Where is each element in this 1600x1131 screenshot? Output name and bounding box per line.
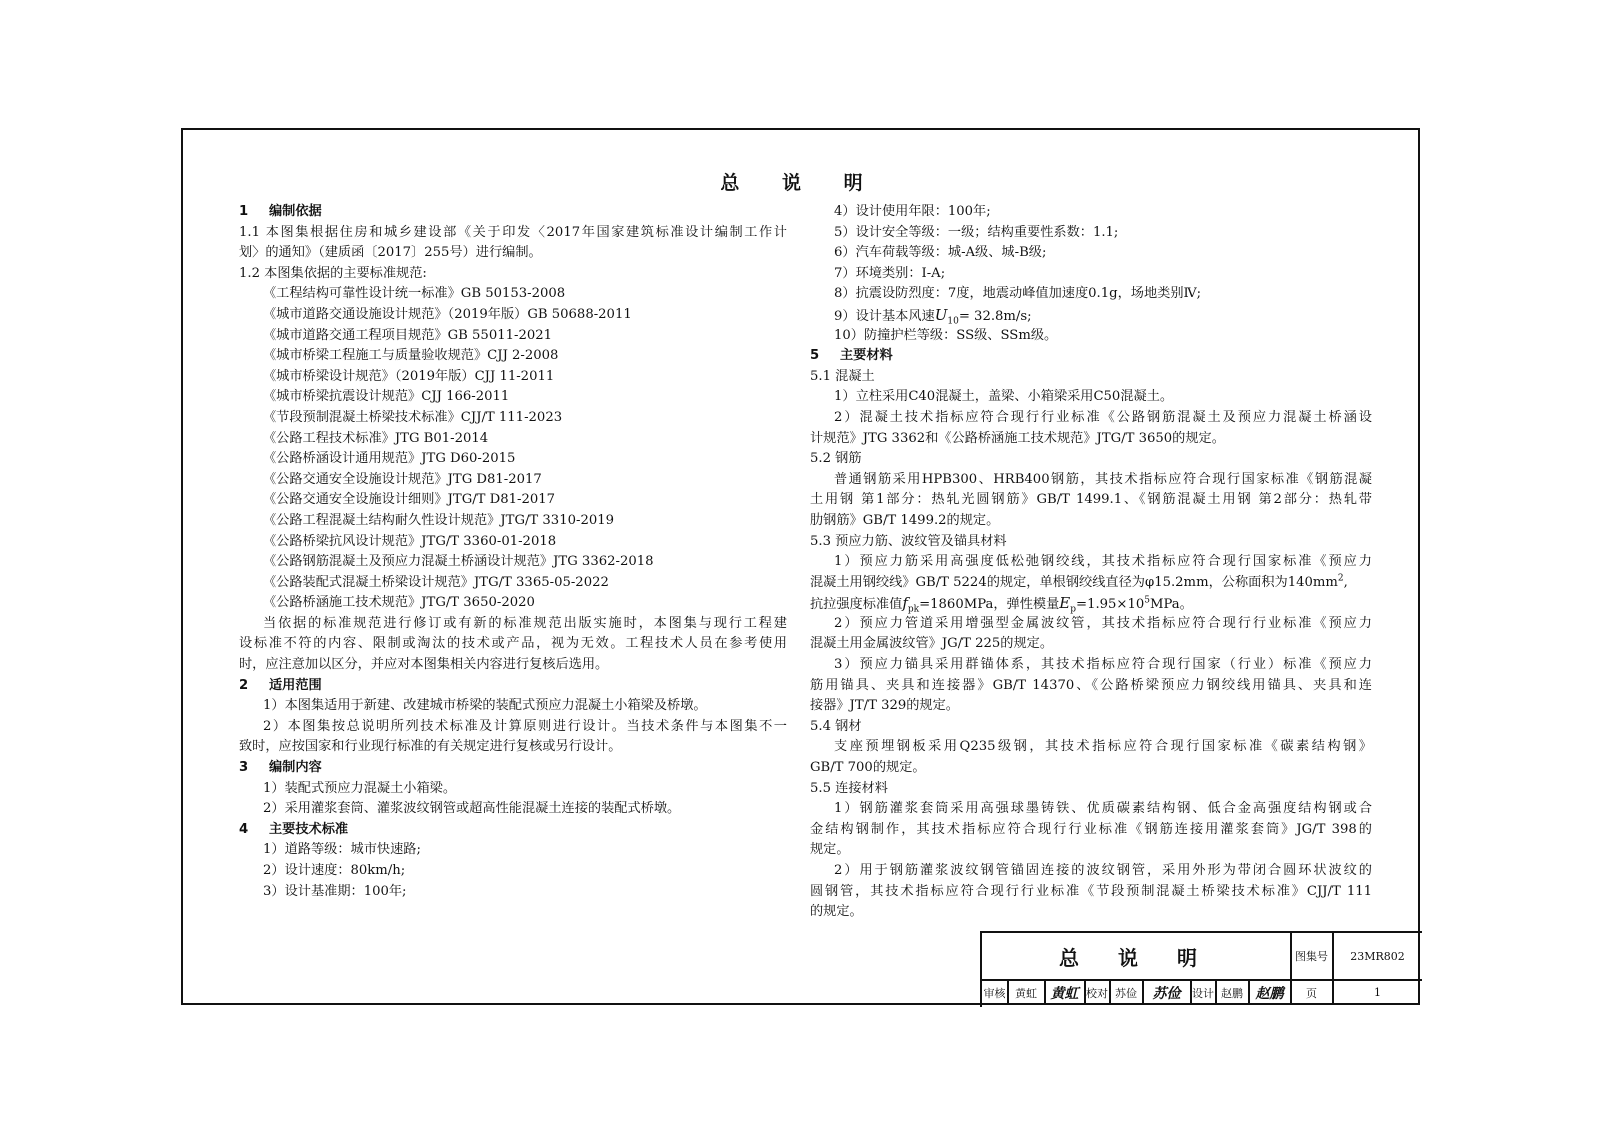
text-run: , [1343, 574, 1348, 590]
drawing-sheet [181, 128, 1420, 1005]
subsection-heading: 5.5 连接材料 [810, 780, 888, 796]
text-run: 混凝土用钢绞线》GB/T 5224的规定，单根钢绞线直径为φ15.2mm，公称面积为140mm [810, 574, 1338, 590]
paragraph-line: 8）抗震设防烈度：7度，地震动峰值加速度0.1g，场地类别Ⅳ; [834, 286, 1202, 302]
paragraph-line: 筋用锚具、夹具和连接器》GB/T 14370、《公路桥梁预应力钢绞线用锚具、夹具和连 [810, 677, 1372, 693]
paragraph-line: 3）设计基准期：100年; [263, 883, 407, 899]
paragraph-line: 5）设计安全等级：一级；结构重要性系数：1.1; [834, 224, 1119, 240]
math-var: f [902, 594, 908, 613]
standard-item: 《公路交通安全设施设计规范》JTG D81-2017 [263, 471, 542, 487]
section-1-heading [239, 202, 787, 223]
paragraph-line: 1）预应力筋采用高强度低松弛钢绞线，其技术指标应符合现行国家标准《预应力 [834, 554, 1372, 570]
standard-item: 《城市桥梁设计规范》（2019年版）CJJ 11-2011 [263, 368, 555, 384]
subsection-heading: 5.1 混凝土 [810, 368, 875, 384]
paragraph-line: 7）环境类别：Ⅰ-A; [834, 265, 946, 281]
section-number: 2 [239, 677, 249, 693]
paragraph-line: 2）混凝土技术指标应符合现行行业标准《公路钢筋混凝土及预应力混凝土桥涵设 [834, 409, 1372, 425]
math-var: U [934, 305, 948, 324]
paragraph-line: 致时，应按国家和行业现行标准的有关规定进行复核或另行设计。 [239, 739, 622, 755]
paragraph-line: 肋钢筋》GB/T 1499.2的规定。 [810, 512, 1000, 528]
paragraph-line: 土用钢 第1部分：热轧光圆钢筋》GB/T 1499.1、《钢筋混凝土用钢 第2部分：热轧带 [810, 492, 1372, 508]
section-2-heading [239, 676, 787, 697]
standard-item: 《工程结构可靠性设计统一标准》GB 50153-2008 [263, 286, 566, 302]
paragraph-line: 1）本图集适用于新建、改建城市桥梁的装配式预应力混凝土小箱梁及桥墩。 [263, 698, 707, 714]
section-number: 5 [810, 348, 820, 364]
strand-spec-line [810, 573, 1372, 594]
paragraph-line: 的规定。 [810, 904, 863, 920]
atlas-number: 23MR802 [1350, 949, 1405, 963]
paragraph-line: 普通钢筋采用HPB300、HRB400钢筋，其技术指标应符合现行国家标准《钢筋混凝 [834, 471, 1372, 487]
math-var: E [1059, 594, 1071, 613]
math-sup: 2 [1337, 573, 1344, 584]
standard-item: 《公路交通安全设施设计细则》JTG/T D81-2017 [263, 492, 556, 508]
subsection-heading: 5.2 钢筋 [810, 451, 862, 467]
paragraph-line: 1）道路等级：城市快速路; [263, 842, 421, 858]
standard-item: 《城市桥梁工程施工与质量验收规范》CJJ 2-2008 [263, 348, 559, 364]
section-number: 4 [239, 821, 249, 837]
math-sub: p [1070, 604, 1077, 615]
section-title: 编制内容 [269, 760, 322, 776]
checker-signature: 苏俭 [1152, 985, 1181, 1002]
paragraph-line: 圆钢管，其技术指标应符合现行行业标准《节段预制混凝土桥梁技术标准》CJJ/T 111 [810, 883, 1372, 899]
section-5-heading [810, 346, 1372, 367]
section-title: 主要技术标准 [269, 821, 349, 837]
check-label: 校对 [1086, 986, 1108, 1000]
design-label: 设计 [1192, 986, 1214, 1000]
text-run: MPa。 [1150, 597, 1193, 613]
section-number: 3 [239, 760, 249, 776]
standard-item: 《城市桥梁抗震设计规范》CJJ 166-2011 [263, 389, 510, 405]
reviewer-signature: 黄虹 [1050, 985, 1079, 1002]
standard-item: 《公路工程技术标准》JTG B01-2014 [263, 430, 489, 446]
paragraph-line: 3）预应力锚具采用群锚体系，其技术指标应符合现行国家（行业）标准《预应力 [834, 657, 1372, 673]
text-run: =1.95×10 [1076, 597, 1145, 613]
paragraph-line: 1）立柱采用C40混凝土，盖梁、小箱梁采用C50混凝土。 [834, 389, 1174, 405]
text-run: = 32.8m/s; [958, 308, 1032, 324]
paragraph-line: 接器》JT/T 329的规定。 [810, 698, 959, 714]
paragraph-line: 支座预埋钢板采用Q235级钢，其技术指标应符合现行国家标准《碳素结构钢》 [834, 739, 1372, 755]
section-number: 1 [239, 204, 249, 219]
standard-item: 《城市道路交通工程项目规范》GB 55011-2021 [263, 327, 553, 343]
paragraph-line: GB/T 700的规定。 [810, 760, 926, 776]
standard-item: 《公路桥涵设计通用规范》JTG D60-2015 [263, 451, 516, 467]
page-title: 总 说 明 [720, 172, 881, 194]
paragraph-line: 2）用于钢筋灌浆波纹钢管锚固连接的波纹钢管，采用外形为带闭合圆环状波纹的 [834, 863, 1372, 878]
section-4-heading [239, 820, 787, 841]
section-title: 主要材料 [840, 348, 893, 364]
paragraph-line: 计规范》JTG 3362和《公路桥涵施工技术规范》JTG/T 3650的规定。 [810, 430, 1225, 446]
review-label: 审核 [983, 986, 1006, 1000]
standard-item: 《公路钢筋混凝土及预应力混凝土桥涵设计规范》JTG 3362-2018 [263, 554, 654, 570]
text-run: 抗拉强度标准值 [810, 597, 903, 613]
checker-name: 苏俭 [1115, 986, 1137, 1000]
standard-item: 《公路工程混凝土结构耐久性设计规范》JTG/T 3310-2019 [263, 512, 614, 528]
section-3-heading [239, 758, 787, 779]
paragraph-line: 2）本图集按总说明所列技术标准及计算原则进行设计。当技术条件与本图集不一 [263, 718, 787, 734]
paragraph-line: 10）防撞护栏等级：SS级、SSm级。 [834, 327, 1058, 343]
standard-item: 《公路桥涵施工技术规范》JTG/T 3650-2020 [263, 595, 535, 611]
paragraph-line: 2）设计速度：80km/h; [263, 863, 406, 878]
section-title: 编制依据 [269, 204, 322, 219]
paragraph-line: 混凝土用金属波纹管》JG/T 225的规定。 [810, 636, 1054, 652]
strength-spec-line [810, 593, 1372, 614]
math-sup: 5 [1144, 595, 1150, 606]
math-sub: pk [907, 604, 920, 615]
paragraph-line: 1.2 本图集依据的主要标准规范: [239, 265, 427, 281]
paragraph-line: 6）汽车荷载等级：城-A级、城-B级; [834, 245, 1047, 261]
standard-item: 《城市道路交通设施设计规范》（2019年版）GB 50688-2011 [263, 306, 632, 322]
designer-name: 赵鹏 [1221, 986, 1243, 1000]
paragraph-line: 时，应注意加以区分，并应对本图集相关内容进行复核后选用。 [239, 657, 609, 673]
subsection-heading: 5.4 钢材 [810, 718, 862, 734]
section-title: 适用范围 [269, 677, 322, 693]
page-number: 1 [1374, 986, 1381, 999]
paragraph-line: 2）预应力管道采用增强型金属波纹管，其技术指标应符合现行行业标准《预应力 [834, 615, 1372, 631]
left-column [239, 202, 787, 902]
paragraph-line: 2）采用灌浆套筒、灌浆波纹钢管或超高性能混凝土连接的装配式桥墩。 [263, 801, 681, 817]
standard-item: 《公路装配式混凝土桥梁设计规范》JTG/T 3365-05-2022 [263, 574, 609, 590]
text-run: =1860MPa，弹性模量 [919, 597, 1060, 613]
designer-signature: 赵鹏 [1255, 985, 1284, 1002]
title-block [980, 931, 1422, 1007]
wind-speed-line [810, 305, 1372, 326]
paragraph-line: 4）设计使用年限：100年; [834, 204, 991, 219]
paragraph-line: 当依据的标准规范进行修订或有新的标准规范出版实施时，本图集与现行工程建 [263, 615, 787, 631]
paragraph-line: 1）装配式预应力混凝土小箱梁。 [263, 780, 457, 796]
title-block-title: 总 说 明 [1059, 945, 1213, 970]
page-label: 页 [1306, 986, 1317, 1000]
standard-item: 《公路桥梁抗风设计规范》JTG/T 3360-01-2018 [263, 533, 557, 549]
paragraph-line: 划〉的通知》（建质函〔2017〕255号）进行编制。 [239, 245, 542, 261]
math-sub: 10 [947, 316, 959, 327]
subsection-heading: 5.3 预应力筋、波纹管及锚具材料 [810, 533, 1007, 549]
paragraph-line: 设标准不符的内容、限制或淘汰的技术或产品，视为无效。工程技术人员在参考使用 [239, 636, 787, 652]
reviewer-name: 黄虹 [1015, 986, 1037, 1000]
paragraph-line: 规定。 [810, 842, 850, 858]
atlas-number-label: 图集号 [1295, 950, 1328, 963]
paragraph-line: 金结构钢制作，其技术指标应符合现行行业标准《钢筋连接用灌浆套筒》JG/T 398的 [810, 821, 1372, 837]
right-column [810, 202, 1372, 923]
paragraph-line: 1）钢筋灌浆套筒采用高强球墨铸铁、优质碳素结构钢、低合金高强度结构钢或合 [834, 801, 1372, 817]
standard-item: 《节段预制混凝土桥梁技术标准》CJJ/T 111-2023 [263, 409, 563, 425]
paragraph-line: 1.1 本图集根据住房和城乡建设部《关于印发〈2017年国家建筑标准设计编制工作计 [239, 224, 787, 240]
text-run: 9）设计基本风速 [834, 308, 935, 324]
